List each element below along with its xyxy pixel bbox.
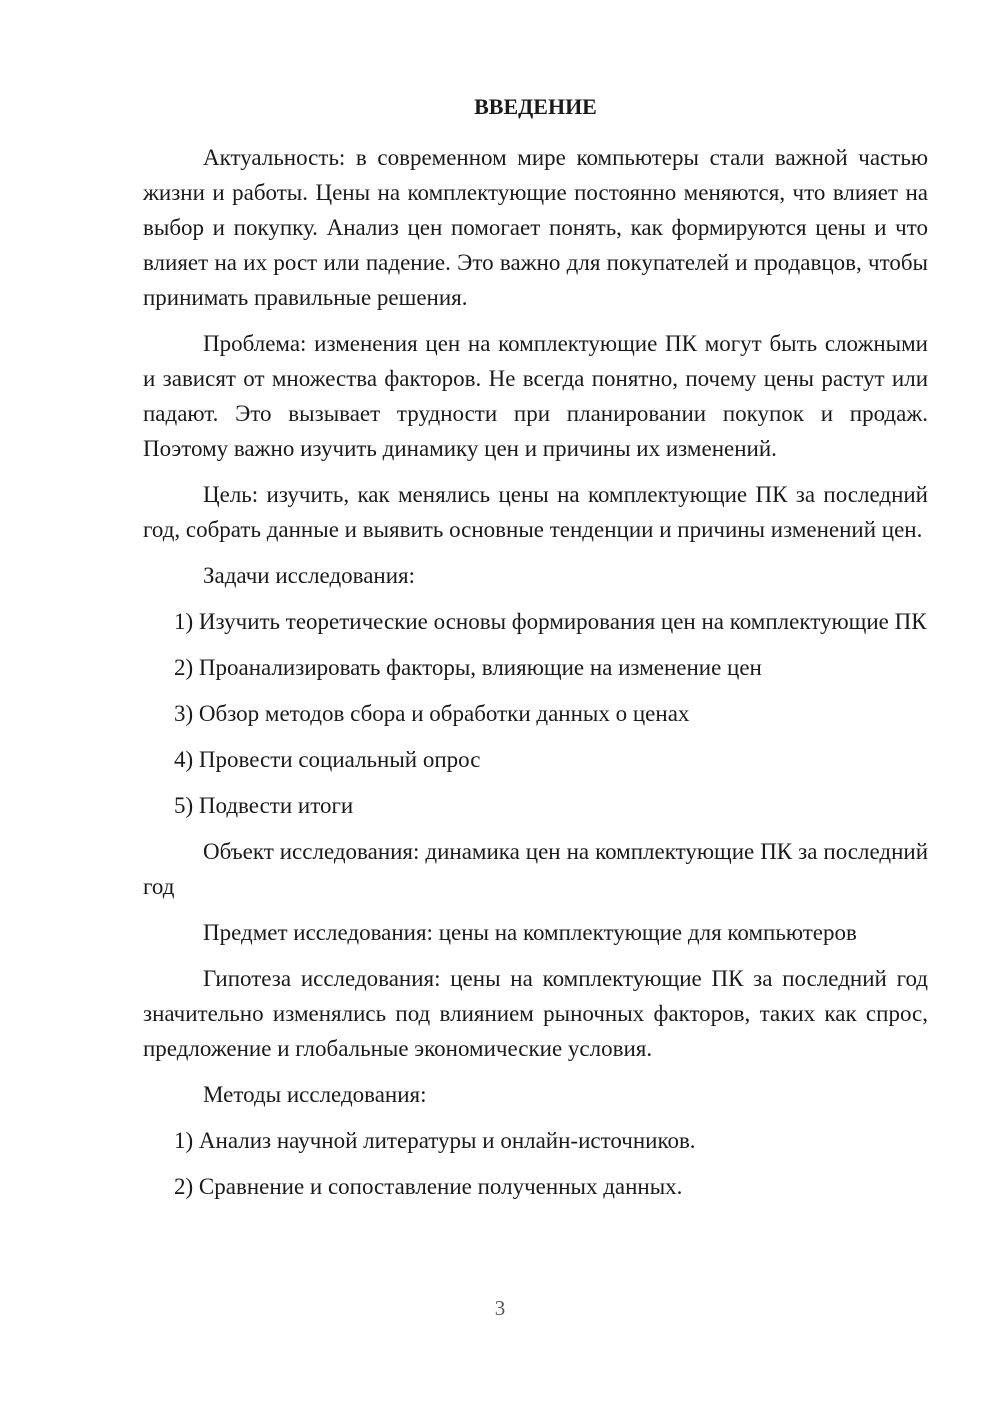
hypothesis-paragraph: Гипотеза исследования: цены на комплектующие ПК за последний год значительно изменялись под влиянием рыночных факторов, таких как спрос, предложение и глобальные экономические условия. xyxy=(143,966,928,1061)
problem-paragraph: Проблема: изменения цен на комплектующие ПК могут быть сложными и зависят от множества факторов. Не всегда понятно, почему цены растут или падают. Это вызывает трудности при планировании покупок и продаж. Поэтому важно изучить динамику цен и причины их изменений. xyxy=(143,331,928,461)
method-item: 2) Сравнение и сопоставление полученных данных. xyxy=(174,1174,683,1199)
relevance-paragraph: Актуальность: в современном мире компьютеры стали важной частью жизни и работы. Цены на комплектующие постоянно меняются, что влияет на выбор и покупку. Анализ цен помогает понять, как формируются цены и что влияет на их рост или падение. Это важно для покупателей и продавцов, чтобы принимать правильные решения. xyxy=(143,145,928,310)
task-item: 5) Подвести итоги xyxy=(174,793,354,818)
document-page xyxy=(143,92,928,1215)
tasks-heading: Задачи исследования: xyxy=(203,563,416,588)
task-item: 1) Изучить теоретические основы формирования цен на комплектующие ПК xyxy=(174,609,927,634)
subject-paragraph: Предмет исследования: цены на комплектующие для компьютеров xyxy=(203,920,857,945)
method-item: 1) Анализ научной литературы и онлайн-источников. xyxy=(174,1128,696,1153)
task-item: 4) Провести социальный опрос xyxy=(174,747,481,772)
task-item: 3) Обзор методов сбора и обработки данных о ценах xyxy=(174,701,690,726)
task-item: 2) Проанализировать факторы, влияющие на изменение цен xyxy=(174,655,762,680)
goal-paragraph: Цель: изучить, как менялись цены на комплектующие ПК за последний год, собрать данные и выявить основные тенденции и причины изменений цен. xyxy=(143,482,928,542)
methods-heading: Методы исследования: xyxy=(203,1082,427,1107)
page-number: 3 xyxy=(494,1296,506,1320)
section-title: ВВЕДЕНИЕ xyxy=(474,94,597,119)
object-paragraph: Объект исследования: динамика цен на комплектующие ПК за последний год xyxy=(143,839,928,899)
